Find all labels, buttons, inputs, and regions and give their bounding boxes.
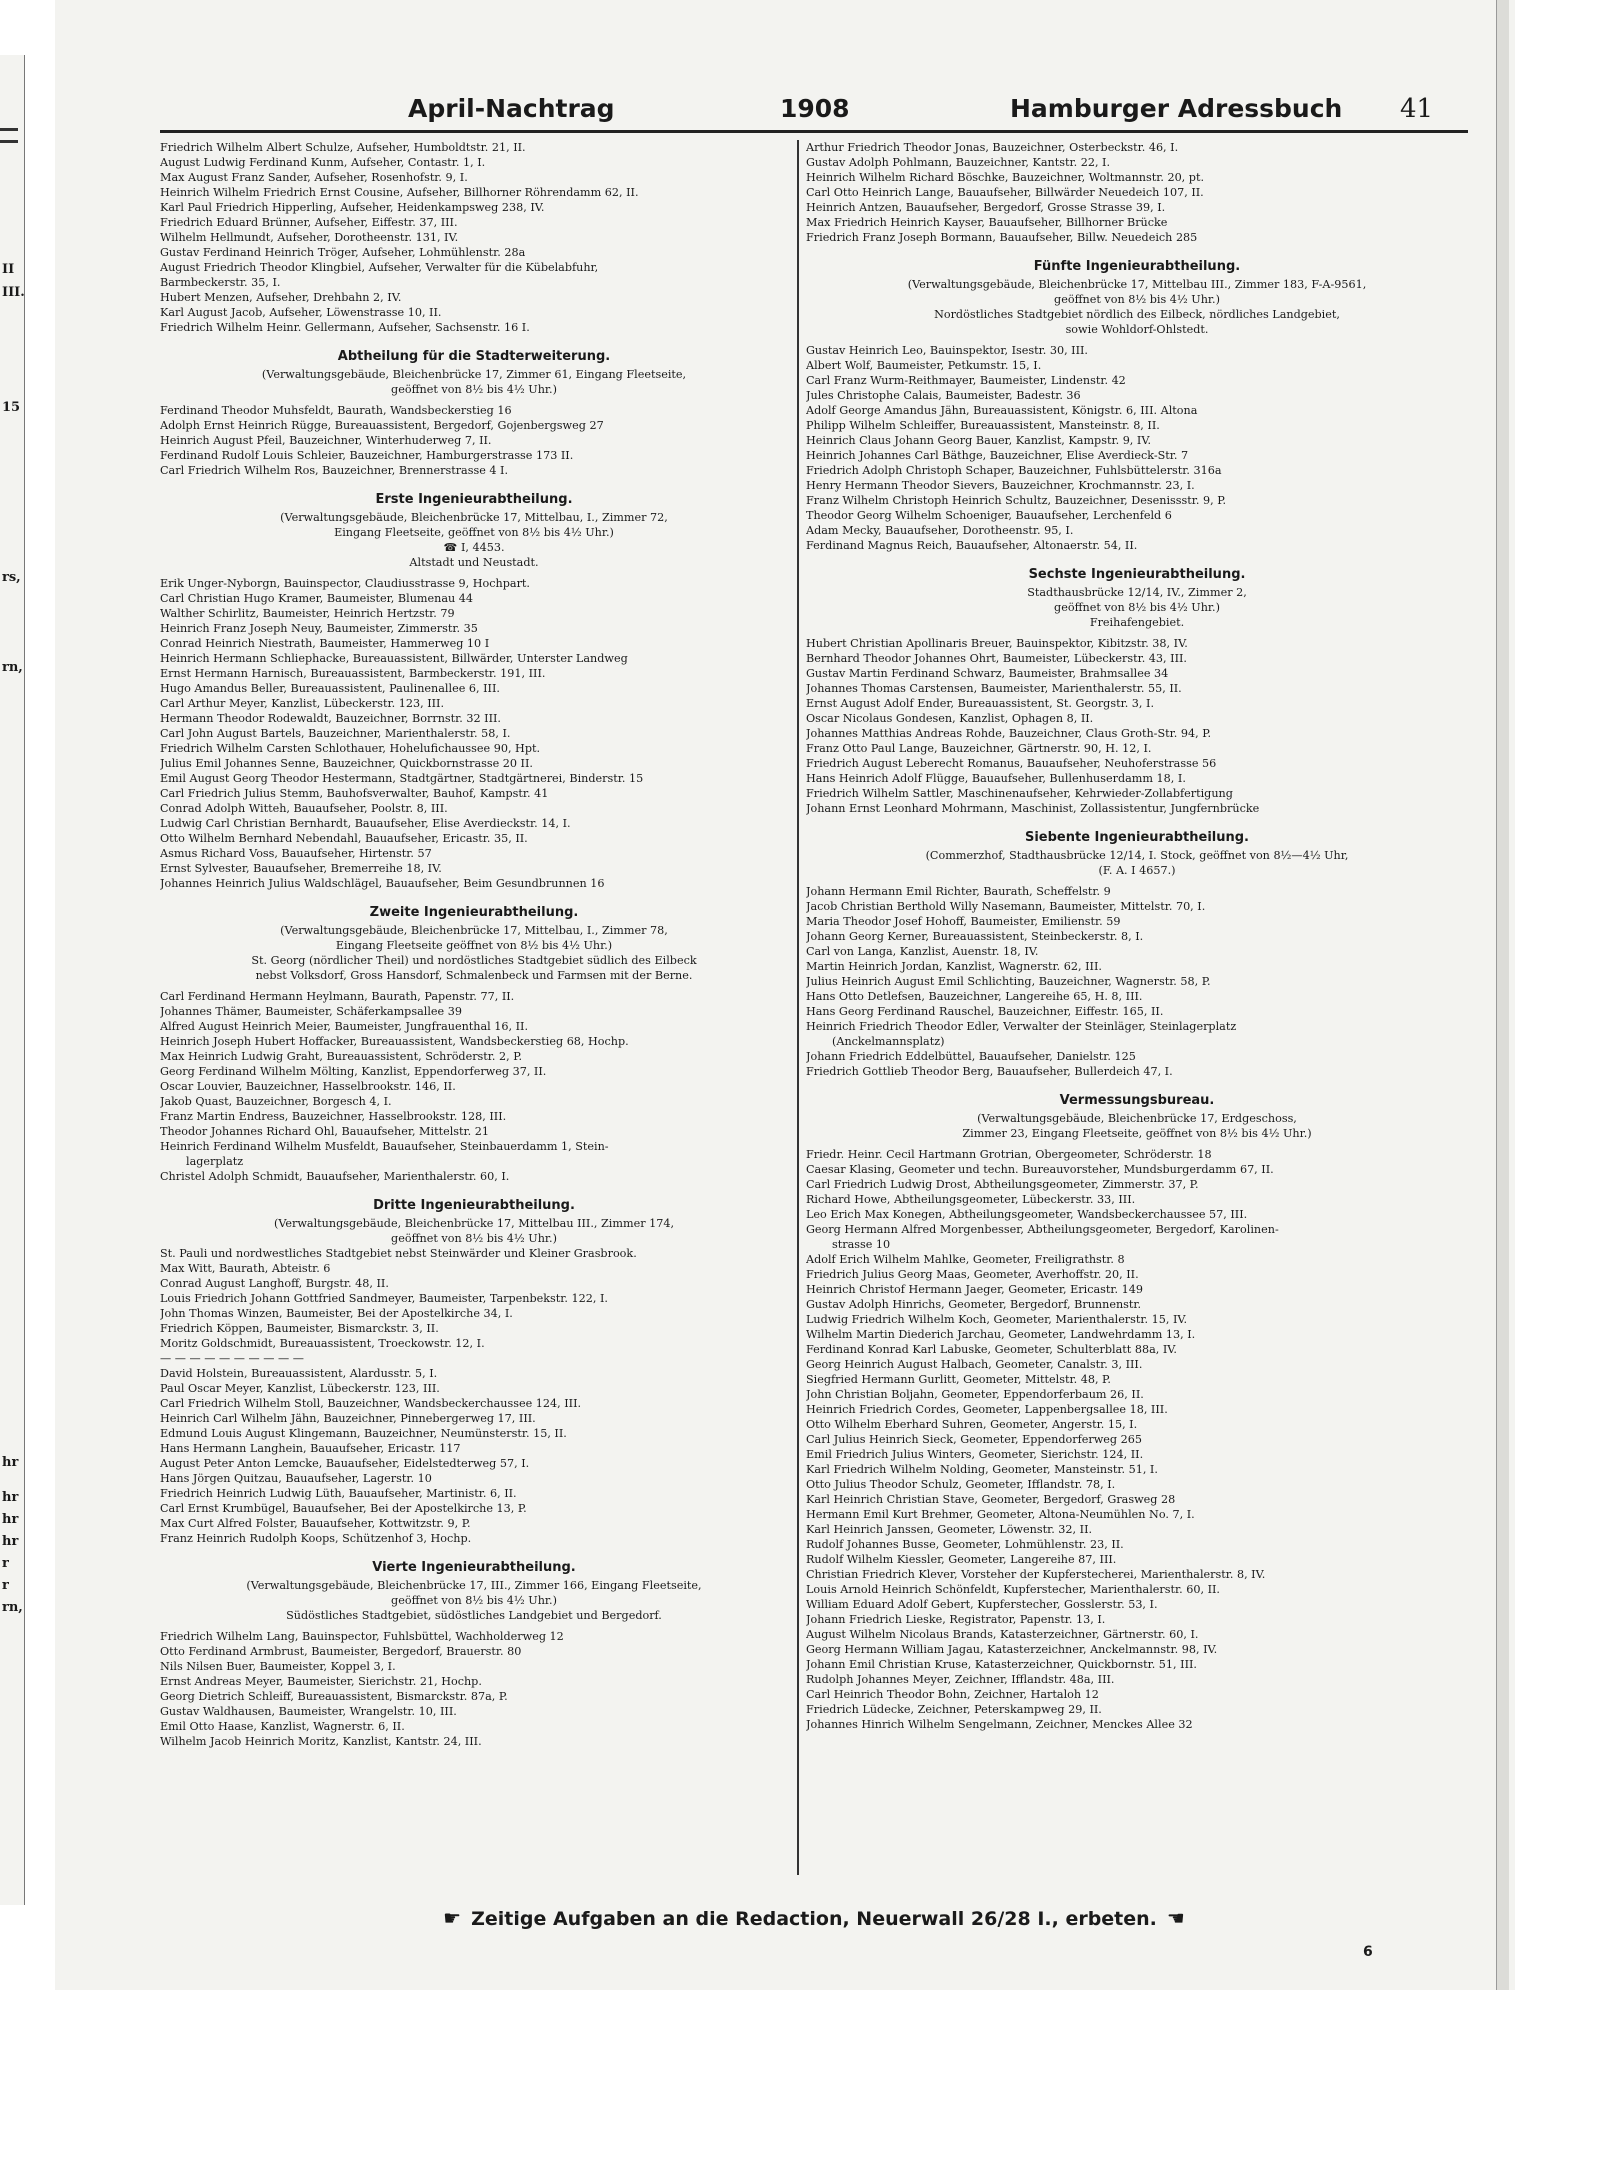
info-line: sowie Wohldorf-Ohlstedt. [1065, 323, 1209, 336]
directory-entry: St. Pauli und nordwestliches Stadtgebiet nebst Steinwärder und Kleiner Grasbrook. [160, 1247, 637, 1260]
directory-entry: Wilhelm Martin Diederich Jarchau, Geometer, Landwehrdamm 13, I. [806, 1328, 1196, 1341]
directory-entry: Heinrich Joseph Hubert Hoffacker, Bureauassistent, Wandsbeckerstieg 68, Hochp. [160, 1035, 629, 1048]
directory-entry: Heinrich Antzen, Bauaufseher, Bergedorf, Grosse Strasse 39, I. [806, 201, 1166, 214]
directory-entry: Friedrich Köppen, Baumeister, Bismarckstr. 3, II. [160, 1322, 439, 1335]
directory-entry: Carl Ernst Krumbügel, Bauaufseher, Bei der Apostelkirche 13, P. [160, 1502, 527, 1515]
directory-entry: August Wilhelm Nicolaus Brands, Katasterzeichner, Gärtnerstr. 60, I. [806, 1628, 1199, 1641]
info-line: (Commerzhof, Stadthausbrücke 12/14, I. Stock, geöffnet von 8½—4½ Uhr, [925, 849, 1349, 862]
directory-entry: Rudolf Johannes Busse, Geometer, Lohmühlenstr. 23, II. [806, 1538, 1124, 1551]
directory-entry: Max Heinrich Ludwig Graht, Bureauassistent, Schröderstr. 2, P. [160, 1050, 523, 1063]
directory-entry: Alfred August Heinrich Meier, Baumeister, Jungfrauenthal 16, II. [160, 1020, 529, 1033]
directory-entry: Karl Heinrich Christian Stave, Geometer, Bergedorf, Grasweg 28 [806, 1493, 1176, 1506]
info-line: (Verwaltungsgebäude, Bleichenbrücke 17, Mittelbau III., Zimmer 174, [273, 1217, 675, 1230]
directory-entry: Leo Erich Max Konegen, Abtheilungsgeometer, Wandsbeckerchaussee 57, III. [806, 1208, 1248, 1221]
section-heading-erste: Erste Ingenieurabtheilung. [375, 492, 573, 507]
margin-fragment: 15 [2, 400, 21, 415]
directory-entry: Asmus Richard Voss, Bauaufseher, Hirtenstr. 57 [160, 847, 432, 860]
directory-entry: Friedrich Wilhelm Albert Schulze, Aufseher, Humboldtstr. 21, II. [160, 141, 526, 154]
directory-entry: Franz Wilhelm Christoph Heinrich Schultz, Bauzeichner, Desenissstr. 9, P. [806, 494, 1227, 507]
info-line: geöffnet von 8½ bis 4½ Uhr.) [1054, 293, 1220, 306]
directory-entry: Julius Heinrich August Emil Schlichting, Bauzeichner, Wagnerstr. 58, P. [806, 975, 1211, 988]
directory-entry: Gustav Adolph Pohlmann, Bauzeichner, Kantstr. 22, I. [806, 156, 1111, 169]
directory-entry: Rudolf Wilhelm Kiessler, Geometer, Langereihe 87, III. [806, 1553, 1117, 1566]
directory-entry: Ferdinand Theodor Muhsfeldt, Baurath, Wandsbeckerstieg 16 [160, 404, 512, 417]
margin-fragment: hr [2, 1512, 19, 1527]
directory-entry: Otto Wilhelm Bernhard Nebendahl, Bauaufseher, Ericastr. 35, II. [160, 832, 528, 845]
directory-entry: Wilhelm Jacob Heinrich Moritz, Kanzlist, Kantstr. 24, III. [160, 1735, 482, 1748]
directory-entry: Friedrich Julius Georg Maas, Geometer, Averhoffstr. 20, II. [806, 1268, 1139, 1281]
directory-entry: Heinrich Christof Hermann Jaeger, Geometer, Ericastr. 149 [806, 1283, 1143, 1296]
directory-entry: Julius Emil Johannes Senne, Bauzeichner, Quickbornstrasse 20 II. [160, 757, 533, 770]
section-heading-dritte: Dritte Ingenieurabtheilung. [373, 1198, 575, 1213]
directory-entry: Carl von Langa, Kanzlist, Auenstr. 18, IV. [806, 945, 1039, 958]
directory-entry: Heinrich Hermann Schliephacke, Bureauassistent, Billwärder, Unterster Landweg [160, 652, 628, 665]
directory-entry: William Eduard Adolf Gebert, Kupferstecher, Gosslerstr. 53, I. [806, 1598, 1158, 1611]
directory-entry: Adolph Ernst Heinrich Rügge, Bureauassistent, Bergedorf, Gojenbergsweg 27 [160, 419, 604, 432]
directory-entry: Karl Heinrich Janssen, Geometer, Löwenstr. 32, II. [806, 1523, 1093, 1536]
directory-entry: Carl Friedrich Julius Stemm, Bauhofsverwalter, Bauhof, Kampstr. 41 [160, 787, 549, 800]
directory-entry: Georg Ferdinand Wilhelm Mölting, Kanzlist, Eppendorferweg 37, II. [160, 1065, 547, 1078]
info-line: ☎ I, 4453. [443, 541, 505, 554]
directory-entry: Friedrich Lüdecke, Zeichner, Peterskampweg 29, II. [806, 1703, 1102, 1716]
entry-list [160, 1629, 788, 1749]
previous-page-margin [0, 0, 55, 2177]
directory-entry: Georg Hermann William Jagau, Katasterzeichner, Anckelmannstr. 98, IV. [806, 1643, 1218, 1656]
directory-entry: Martin Heinrich Jordan, Kanzlist, Wagnerstr. 62, III. [806, 960, 1102, 973]
info-line: geöffnet von 8½ bis 4½ Uhr.) [391, 383, 557, 396]
info-line: (Verwaltungsgebäude, Bleichenbrücke 17, Mittelbau III., Zimmer 183, F-A-9561, [907, 278, 1367, 291]
section-info [160, 923, 788, 983]
directory-entry: Heinrich Wilhelm Richard Böschke, Bauzeichner, Woltmannstr. 20, pt. [806, 171, 1205, 184]
directory-entry: Henry Hermann Theodor Sievers, Bauzeichner, Krochmannstr. 23, I. [806, 479, 1195, 492]
directory-entry: Franz Martin Endress, Bauzeichner, Hasselbrookstr. 128, III. [160, 1110, 507, 1123]
entry-list [806, 636, 1468, 816]
directory-entry: Emil Otto Haase, Kanzlist, Wagnerstr. 6, II. [160, 1720, 405, 1733]
directory-entry: Friedrich Wilhelm Sattler, Maschinenaufseher, Kehrwieder-Zollabfertigung [806, 787, 1233, 800]
section-heading-zweite: Zweite Ingenieurabtheilung. [369, 905, 579, 920]
directory-entry: Friedrich Eduard Brünner, Aufseher, Eiffestr. 37, III. [160, 216, 458, 229]
directory-entry: Franz Otto Paul Lange, Bauzeichner, Gärtnerstr. 90, H. 12, I. [806, 742, 1152, 755]
margin-fragment: hr [2, 1534, 19, 1549]
info-line: Eingang Fleetseite, geöffnet von 8½ bis 4½ Uhr.) [334, 526, 614, 539]
directory-entry: Philipp Wilhelm Schleiffer, Bureauassistent, Mansteinstr. 8, II. [806, 419, 1160, 432]
section-heading-sechste: Sechste Ingenieurabtheilung. [1028, 567, 1246, 582]
directory-entry: Hans Heinrich Adolf Flügge, Bauaufseher, Bullenhuserdamm 18, I. [806, 772, 1186, 785]
section-heading-fuenfte: Fünfte Ingenieurabtheilung. [1033, 259, 1241, 274]
info-line: nebst Volksdorf, Gross Hansdorf, Schmalenbeck und Farmsen mit der Berne. [255, 969, 693, 982]
info-line: (Verwaltungsgebäude, Bleichenbrücke 17, Mittelbau, I., Zimmer 78, [280, 924, 668, 937]
margin-fragment: r [2, 1556, 9, 1571]
directory-entry: lagerplatz [186, 1155, 244, 1168]
directory-entry: Friedr. Heinr. Cecil Hartmann Grotrian, Obergeometer, Schröderstr. 18 [806, 1148, 1212, 1161]
directory-entry: Siegfried Hermann Gurlitt, Geometer, Mittelstr. 48, P. [806, 1373, 1111, 1386]
directory-entry: Ernst Sylvester, Bauaufseher, Bremerreihe 18, IV. [160, 862, 442, 875]
directory-entry: Max Curt Alfred Folster, Bauaufseher, Kottwitzstr. 9, P. [160, 1517, 471, 1530]
directory-entry: August Ludwig Ferdinand Kunm, Aufseher, Contastr. 1, I. [160, 156, 486, 169]
directory-entry: Theodor Johannes Richard Ohl, Bauaufseher, Mittelstr. 21 [160, 1125, 489, 1138]
directory-entry: Carl Heinrich Theodor Bohn, Zeichner, Hartaloh 12 [806, 1688, 1099, 1701]
directory-entry: Heinrich Friedrich Cordes, Geometer, Lappenbergsallee 18, III. [806, 1403, 1168, 1416]
directory-entry: Hans Otto Detlefsen, Bauzeichner, Langereihe 65, H. 8, III. [806, 990, 1143, 1003]
directory-entry: Walther Schirlitz, Baumeister, Heinrich Hertzstr. 79 [160, 607, 455, 620]
directory-entry: Friedrich Wilhelm Carsten Schlothauer, Hohelufichaussee 90, Hpt. [160, 742, 541, 755]
directory-entry: Franz Heinrich Rudolph Koops, Schützenhof 3, Hochp. [160, 1532, 472, 1545]
directory-entry: Hugo Amandus Beller, Bureauassistent, Paulinenallee 6, III. [160, 682, 500, 695]
directory-entry: Heinrich Carl Wilhelm Jähn, Bauzeichner, Pinnebergerweg 17, III. [160, 1412, 536, 1425]
section-info [806, 1111, 1468, 1141]
section-heading-stadterweiterung: Abtheilung für die Stadterweiterung. [337, 349, 611, 364]
right-column [806, 140, 1468, 1875]
directory-entry: Johannes Thämer, Baumeister, Schäferkampsallee 39 [160, 1005, 462, 1018]
directory-entry: Karl Paul Friedrich Hipperling, Aufseher, Heidenkampsweg 238, IV. [160, 201, 545, 214]
directory-entry: Conrad Adolph Witteh, Bauaufseher, Poolstr. 8, III. [160, 802, 448, 815]
info-line: geöffnet von 8½ bis 4½ Uhr.) [391, 1594, 557, 1607]
directory-entry: Hans Jörgen Quitzau, Bauaufseher, Lagerstr. 10 [160, 1472, 432, 1485]
entry-list [806, 343, 1468, 553]
directory-entry: Carl Friedrich Wilhelm Stoll, Bauzeichner, Wandsbeckerchaussee 124, III. [160, 1397, 582, 1410]
directory-entry: Ferdinand Rudolf Louis Schleier, Bauzeichner, Hamburgerstrasse 173 II. [160, 449, 574, 462]
left-column [160, 140, 788, 1875]
footer-notice [160, 1906, 1468, 1930]
header-year: 1908 [780, 94, 850, 123]
directory-entry: Heinrich Franz Joseph Neuy, Baumeister, Zimmerstr. 35 [160, 622, 478, 635]
info-line: (Verwaltungsgebäude, Bleichenbrücke 17, Mittelbau, I., Zimmer 72, [280, 511, 668, 524]
directory-entry: Emil August Georg Theodor Hestermann, Stadtgärtner, Stadtgärtnerei, Binderstr. 15 [160, 772, 644, 785]
directory-entry: Carl Arthur Meyer, Kanzlist, Lübeckerstr. 123, III. [160, 697, 445, 710]
directory-entry: Hubert Menzen, Aufseher, Drehbahn 2, IV. [160, 291, 402, 304]
info-line: Südöstliches Stadtgebiet, südöstliches Landgebiet und Bergedorf. [286, 1609, 662, 1622]
pointing-hand-left-icon: ☚ [1166, 1906, 1185, 1930]
directory-entry: Hubert Christian Apollinaris Breuer, Bauinspektor, Kibitzstr. 38, IV. [806, 637, 1188, 650]
directory-entry: Carl Christian Hugo Kramer, Baumeister, Blumenau 44 [160, 592, 473, 605]
directory-entry: Johann Emil Christian Kruse, Katasterzeichner, Quickbornstr. 51, III. [806, 1658, 1197, 1671]
section-info [160, 1578, 788, 1623]
section-heading-vierte: Vierte Ingenieurabtheilung. [372, 1560, 576, 1575]
directory-entry: Albert Wolf, Baumeister, Petkumstr. 15, I. [806, 359, 1042, 372]
directory-entry: Jacob Christian Berthold Willy Nasemann, Baumeister, Mittelstr. 70, I. [806, 900, 1206, 913]
directory-entry: Heinrich Wilhelm Friedrich Ernst Cousine, Aufseher, Billhorner Röhrendamm 62, II. [160, 186, 639, 199]
document-page [160, 68, 1468, 1968]
page-edge [1496, 0, 1509, 1990]
directory-entry: Johannes Matthias Andreas Rohde, Bauzeichner, Claus Groth-Str. 94, P. [806, 727, 1212, 740]
directory-entry: Jakob Quast, Bauzeichner, Borgesch 4, I. [160, 1095, 392, 1108]
directory-entry: Carl John August Bartels, Bauzeichner, Marienthalerstr. 58, I. [160, 727, 511, 740]
directory-entry: strasse 10 [832, 1238, 891, 1251]
pointing-hand-right-icon: ☛ [443, 1906, 462, 1930]
margin-fragment: hr [2, 1455, 19, 1470]
entry-list [160, 1246, 788, 1546]
directory-entry: — — — — — — — — — — [160, 1352, 304, 1365]
margin-fragment: rs, [2, 570, 21, 585]
entry-list [160, 403, 788, 478]
directory-entry: Ferdinand Konrad Karl Labuske, Geometer, Schulterblatt 88a, IV. [806, 1343, 1177, 1356]
directory-entry: Johann Ernst Leonhard Mohrmann, Maschinist, Zollassistentur, Jungfernbrücke [806, 802, 1260, 815]
directory-entry: Bernhard Theodor Johannes Ohrt, Baumeister, Lübeckerstr. 43, III. [806, 652, 1187, 665]
directory-entry: Friedrich Wilhelm Heinr. Gellermann, Aufseher, Sachsenstr. 16 I. [160, 321, 530, 334]
margin-fragment: rn, [2, 660, 23, 675]
directory-entry: Richard Howe, Abtheilungsgeometer, Lübeckerstr. 33, III. [806, 1193, 1136, 1206]
directory-entry: Otto Wilhelm Eberhard Suhren, Geometer, Angerstr. 15, I. [806, 1418, 1138, 1431]
directory-entry: Oscar Nicolaus Gondesen, Kanzlist, Ophagen 8, II. [806, 712, 1094, 725]
directory-entry: Karl Friedrich Wilhelm Nolding, Geometer, Mansteinstr. 51, I. [806, 1463, 1158, 1476]
directory-entry: Georg Heinrich August Halbach, Geometer, Canalstr. 3, III. [806, 1358, 1143, 1371]
directory-entry: Max August Franz Sander, Aufseher, Rosenhofstr. 9, I. [160, 171, 468, 184]
directory-entry: Gustav Heinrich Leo, Bauinspektor, Isestr. 30, III. [806, 344, 1088, 357]
info-line: geöffnet von 8½ bis 4½ Uhr.) [1054, 601, 1220, 614]
entry-list [160, 989, 788, 1184]
directory-entry: Friedrich Heinrich Ludwig Lüth, Bauaufseher, Martinistr. 6, II. [160, 1487, 517, 1500]
running-header [160, 78, 1468, 138]
directory-entry: Carl Friedrich Wilhelm Ros, Bauzeichner, Brennerstrasse 4 I. [160, 464, 509, 477]
directory-entry: Ernst Andreas Meyer, Baumeister, Sierichstr. 21, Hochp. [160, 1675, 482, 1688]
header-page-number: 41 [1400, 94, 1434, 124]
directory-entry: Wilhelm Hellmundt, Aufseher, Dorotheenstr. 131, IV. [160, 231, 459, 244]
directory-entry: Heinrich Claus Johann Georg Bauer, Kanzlist, Kampstr. 9, IV. [806, 434, 1152, 447]
directory-entry: Ludwig Carl Christian Bernhardt, Bauaufseher, Elise Averdieckstr. 14, I. [160, 817, 571, 830]
margin-fragment: II [2, 262, 15, 277]
directory-entry: Carl Friedrich Ludwig Drost, Abtheilungsgeometer, Zimmerstr. 37, P. [806, 1178, 1199, 1191]
margin-fragment: r [2, 1578, 9, 1593]
directory-entry: Hermann Theodor Rodewaldt, Bauzeichner, Borrnstr. 32 III. [160, 712, 501, 725]
directory-entry: August Peter Anton Lemcke, Bauaufseher, Eidelstedterweg 57, I. [160, 1457, 530, 1470]
footer-text: Zeitige Aufgaben an die Redaction, Neuerwall 26/28 I., erbeten. [471, 1908, 1157, 1930]
info-line: geöffnet von 8½ bis 4½ Uhr.) [391, 1232, 557, 1245]
directory-entry: Arthur Friedrich Theodor Jonas, Bauzeichner, Osterbeckstr. 46, I. [806, 141, 1179, 154]
directory-entry: Caesar Klasing, Geometer und techn. Bureauvorsteher, Mundsburgerdamm 67, II. [806, 1163, 1274, 1176]
intro-list [160, 140, 788, 335]
directory-entry: Johannes Hinrich Wilhelm Sengelmann, Zeichner, Menckes Allee 32 [806, 1718, 1193, 1731]
section-info [806, 848, 1468, 878]
directory-entry: David Holstein, Bureauassistent, Alardusstr. 5, I. [160, 1367, 438, 1380]
info-line: Stadthausbrücke 12/14, IV., Zimmer 2, [1027, 586, 1247, 599]
directory-entry: Heinrich Johannes Carl Bäthge, Bauzeichner, Elise Averdieck-Str. 7 [806, 449, 1189, 462]
directory-entry: Jules Christophe Calais, Baumeister, Badestr. 36 [806, 389, 1081, 402]
directory-entry: Heinrich Friedrich Theodor Edler, Verwalter der Steinläger, Steinlagerplatz [806, 1020, 1237, 1033]
directory-entry: Johannes Heinrich Julius Waldschlägel, Bauaufseher, Beim Gesundbrunnen 16 [160, 877, 605, 890]
directory-entry: Carl Julius Heinrich Sieck, Geometer, Eppendorferweg 265 [806, 1433, 1143, 1446]
directory-entry: Hermann Emil Kurt Brehmer, Geometer, Altona-Neumühlen No. 7, I. [806, 1508, 1195, 1521]
directory-entry: Friedrich Gottlieb Theodor Berg, Bauaufseher, Bullerdeich 47, I. [806, 1065, 1173, 1078]
directory-entry: Theodor Georg Wilhelm Schoeniger, Bauaufseher, Lerchenfeld 6 [806, 509, 1172, 522]
directory-entry: Heinrich Ferdinand Wilhelm Musfeldt, Bauaufseher, Steinbauerdamm 1, Stein- [160, 1140, 609, 1153]
directory-entry: Johann Friedrich Eddelbüttel, Bauaufseher, Danielstr. 125 [806, 1050, 1136, 1063]
entry-list [806, 1147, 1468, 1732]
directory-entry: Nils Nilsen Buer, Baumeister, Koppel 3, I. [160, 1660, 396, 1673]
directory-entry: Max Witt, Baurath, Abteistr. 6 [160, 1262, 331, 1275]
directory-entry: Hans Hermann Langhein, Bauaufseher, Ericastr. 117 [160, 1442, 461, 1455]
directory-entry: Adolf Erich Wilhelm Mahlke, Geometer, Freiligrathstr. 8 [806, 1253, 1125, 1266]
info-line: Altstadt und Neustadt. [409, 556, 539, 569]
directory-entry: Erik Unger-Nyborgn, Bauinspector, Claudiusstrasse 9, Hochpart. [160, 577, 530, 590]
section-info [160, 367, 788, 397]
margin-fragment: hr [2, 1490, 19, 1505]
directory-entry: Adolf George Amandus Jähn, Bureauassistent, Königstr. 6, III. Altona [806, 404, 1198, 417]
intro-list [806, 140, 1468, 245]
signature-mark: 6 [1363, 1944, 1373, 1960]
directory-entry: Johann Hermann Emil Richter, Baurath, Scheffelstr. 9 [806, 885, 1111, 898]
header-title: Hamburger Adressbuch [1010, 94, 1343, 123]
info-line: (Verwaltungsgebäude, Bleichenbrücke 17, III., Zimmer 166, Eingang Fleetseite, [246, 1579, 702, 1592]
info-line: Eingang Fleetseite geöffnet von 8½ bis 4½ Uhr.) [335, 939, 613, 952]
section-info [160, 510, 788, 570]
header-section: April-Nachtrag [408, 94, 615, 123]
section-heading-siebente: Siebente Ingenieurabtheilung. [1024, 830, 1249, 845]
directory-entry: Otto Julius Theodor Schulz, Geometer, Ifflandstr. 78, I. [806, 1478, 1116, 1491]
directory-entry: Christian Friedrich Klever, Vorsteher der Kupferstecherei, Marienthalerstr. 8, IV. [806, 1568, 1266, 1581]
directory-entry: Ernst Hermann Harnisch, Bureauassistent, Barmbeckerstr. 191, III. [160, 667, 546, 680]
margin-fragment: III. [2, 285, 25, 300]
header-rule [160, 130, 1468, 133]
directory-entry: Gustav Waldhausen, Baumeister, Wrangelstr. 10, III. [160, 1705, 457, 1718]
directory-entry: Carl Franz Wurm-Reithmayer, Baumeister, Lindenstr. 42 [806, 374, 1126, 387]
directory-entry: Hans Georg Ferdinand Rauschel, Bauzeichner, Eiffestr. 165, II. [806, 1005, 1164, 1018]
margin-bar [0, 140, 18, 143]
directory-entry: Rudolph Johannes Meyer, Zeichner, Ifflandstr. 48a, III. [806, 1673, 1115, 1686]
directory-entry: Carl Otto Heinrich Lange, Bauaufseher, Billwärder Neuedeich 107, II. [806, 186, 1204, 199]
info-line: Freihafengebiet. [1089, 616, 1185, 629]
directory-entry: Johann Friedrich Lieske, Registrator, Papenstr. 13, I. [806, 1613, 1106, 1626]
directory-entry: Gustav Ferdinand Heinrich Tröger, Aufseher, Lohmühlenstr. 28a [160, 246, 526, 259]
entry-list [160, 576, 788, 891]
directory-entry: Oscar Louvier, Bauzeichner, Hasselbrookstr. 146, II. [160, 1080, 456, 1093]
directory-entry: John Christian Boljahn, Geometer, Eppendorferbaum 26, II. [806, 1388, 1144, 1401]
directory-entry: August Friedrich Theodor Klingbiel, Aufseher, Verwalter für die Kübelabfuhr, [160, 261, 599, 274]
directory-entry: Moritz Goldschmidt, Bureauassistent, Troeckowstr. 12, I. [160, 1337, 485, 1350]
margin-bar [0, 128, 18, 131]
directory-entry: Gustav Martin Ferdinand Schwarz, Baumeister, Brahmsallee 34 [806, 667, 1169, 680]
directory-entry: Louis Arnold Heinrich Schönfeldt, Kupferstecher, Marienthalerstr. 60, II. [806, 1583, 1220, 1596]
directory-entry: Friedrich Adolph Christoph Schaper, Bauzeichner, Fuhlsbüttelerstr. 316a [806, 464, 1222, 477]
directory-entry: Gustav Adolph Hinrichs, Geometer, Bergedorf, Brunnenstr. [806, 1298, 1142, 1311]
directory-entry: Heinrich August Pfeil, Bauzeichner, Winterhuderweg 7, II. [160, 434, 492, 447]
directory-entry: Barmbeckerstr. 35, I. [160, 276, 281, 289]
directory-entry: Johannes Thomas Carstensen, Baumeister, Marienthalerstr. 55, II. [806, 682, 1182, 695]
directory-entry: Adam Mecky, Bauaufseher, Dorotheenstr. 95, I. [806, 524, 1074, 537]
section-info [806, 585, 1468, 630]
directory-entry: Paul Oscar Meyer, Kanzlist, Lübeckerstr. 123, III. [160, 1382, 440, 1395]
info-line: St. Georg (nördlicher Theil) und nordöstliches Stadtgebiet südlich des Eilbeck [251, 954, 697, 967]
directory-entry: Karl August Jacob, Aufseher, Löwenstrasse 10, II. [160, 306, 442, 319]
directory-entry: Ernst August Adolf Ender, Bureauassistent, St. Georgstr. 3, I. [806, 697, 1155, 710]
entry-list [806, 884, 1468, 1079]
directory-entry: Johann Georg Kerner, Bureauassistent, Steinbeckerstr. 8, I. [806, 930, 1144, 943]
directory-entry: Georg Hermann Alfred Morgenbesser, Abtheilungsgeometer, Bergedorf, Karolinen- [806, 1223, 1279, 1236]
info-line: (F. A. I 4657.) [1098, 864, 1176, 877]
directory-entry: Ferdinand Magnus Reich, Bauaufseher, Altonaerstr. 54, II. [806, 539, 1138, 552]
directory-entry: Conrad Heinrich Niestrath, Baumeister, Hammerweg 10 I [160, 637, 490, 650]
directory-entry: Carl Ferdinand Hermann Heylmann, Baurath, Papenstr. 77, II. [160, 990, 515, 1003]
section-info [806, 277, 1468, 337]
column-divider [797, 140, 799, 1875]
directory-entry: Friedrich Wilhelm Lang, Bauinspector, Fuhlsbüttel, Wachholderweg 12 [160, 1630, 564, 1643]
directory-entry: Otto Ferdinand Armbrust, Baumeister, Bergedorf, Brauerstr. 80 [160, 1645, 522, 1658]
directory-entry: Friedrich Franz Joseph Bormann, Bauaufseher, Billw. Neuedeich 285 [806, 231, 1198, 244]
directory-entry: John Thomas Winzen, Baumeister, Bei der Apostelkirche 34, I. [160, 1307, 513, 1320]
directory-entry: Louis Friedrich Johann Gottfried Sandmeyer, Baumeister, Tarpenbekstr. 122, I. [160, 1292, 608, 1305]
info-line: (Verwaltungsgebäude, Bleichenbrücke 17, Zimmer 61, Eingang Fleetseite, [261, 368, 687, 381]
margin-fragment: rn, [2, 1600, 23, 1615]
directory-entry: Maria Theodor Josef Hohoff, Baumeister, Emilienstr. 59 [806, 915, 1121, 928]
info-line: Nordöstliches Stadtgebiet nördlich des Eilbeck, nördliches Landgebiet, [934, 308, 1340, 321]
info-line: (Verwaltungsgebäude, Bleichenbrücke 17, Erdgeschoss, [977, 1112, 1297, 1125]
directory-entry: Ludwig Friedrich Wilhelm Koch, Geometer, Marienthalerstr. 15, IV. [806, 1313, 1188, 1326]
directory-entry: Georg Dietrich Schleiff, Bureauassistent, Bismarckstr. 87a, P. [160, 1690, 508, 1703]
directory-entry: Friedrich August Leberecht Romanus, Bauaufseher, Neuhoferstrasse 56 [806, 757, 1217, 770]
info-line: Zimmer 23, Eingang Fleetseite, geöffnet von 8½ bis 4½ Uhr.) [962, 1127, 1312, 1140]
directory-entry: Christel Adolph Schmidt, Bauaufseher, Marienthalerstr. 60, I. [160, 1170, 510, 1183]
directory-entry: Edmund Louis August Klingemann, Bauzeichner, Neumünsterstr. 15, II. [160, 1427, 567, 1440]
directory-entry: Emil Friedrich Julius Winters, Geometer, Sierichstr. 124, II. [806, 1448, 1144, 1461]
directory-entry: Max Friedrich Heinrich Kayser, Bauaufseher, Billhorner Brücke [806, 216, 1168, 229]
section-heading-vermessung: Vermessungsbureau. [1059, 1093, 1215, 1108]
section-info [160, 1216, 788, 1246]
directory-entry: Conrad August Langhoff, Burgstr. 48, II. [160, 1277, 389, 1290]
directory-entry: (Anckelmannsplatz) [832, 1035, 945, 1048]
